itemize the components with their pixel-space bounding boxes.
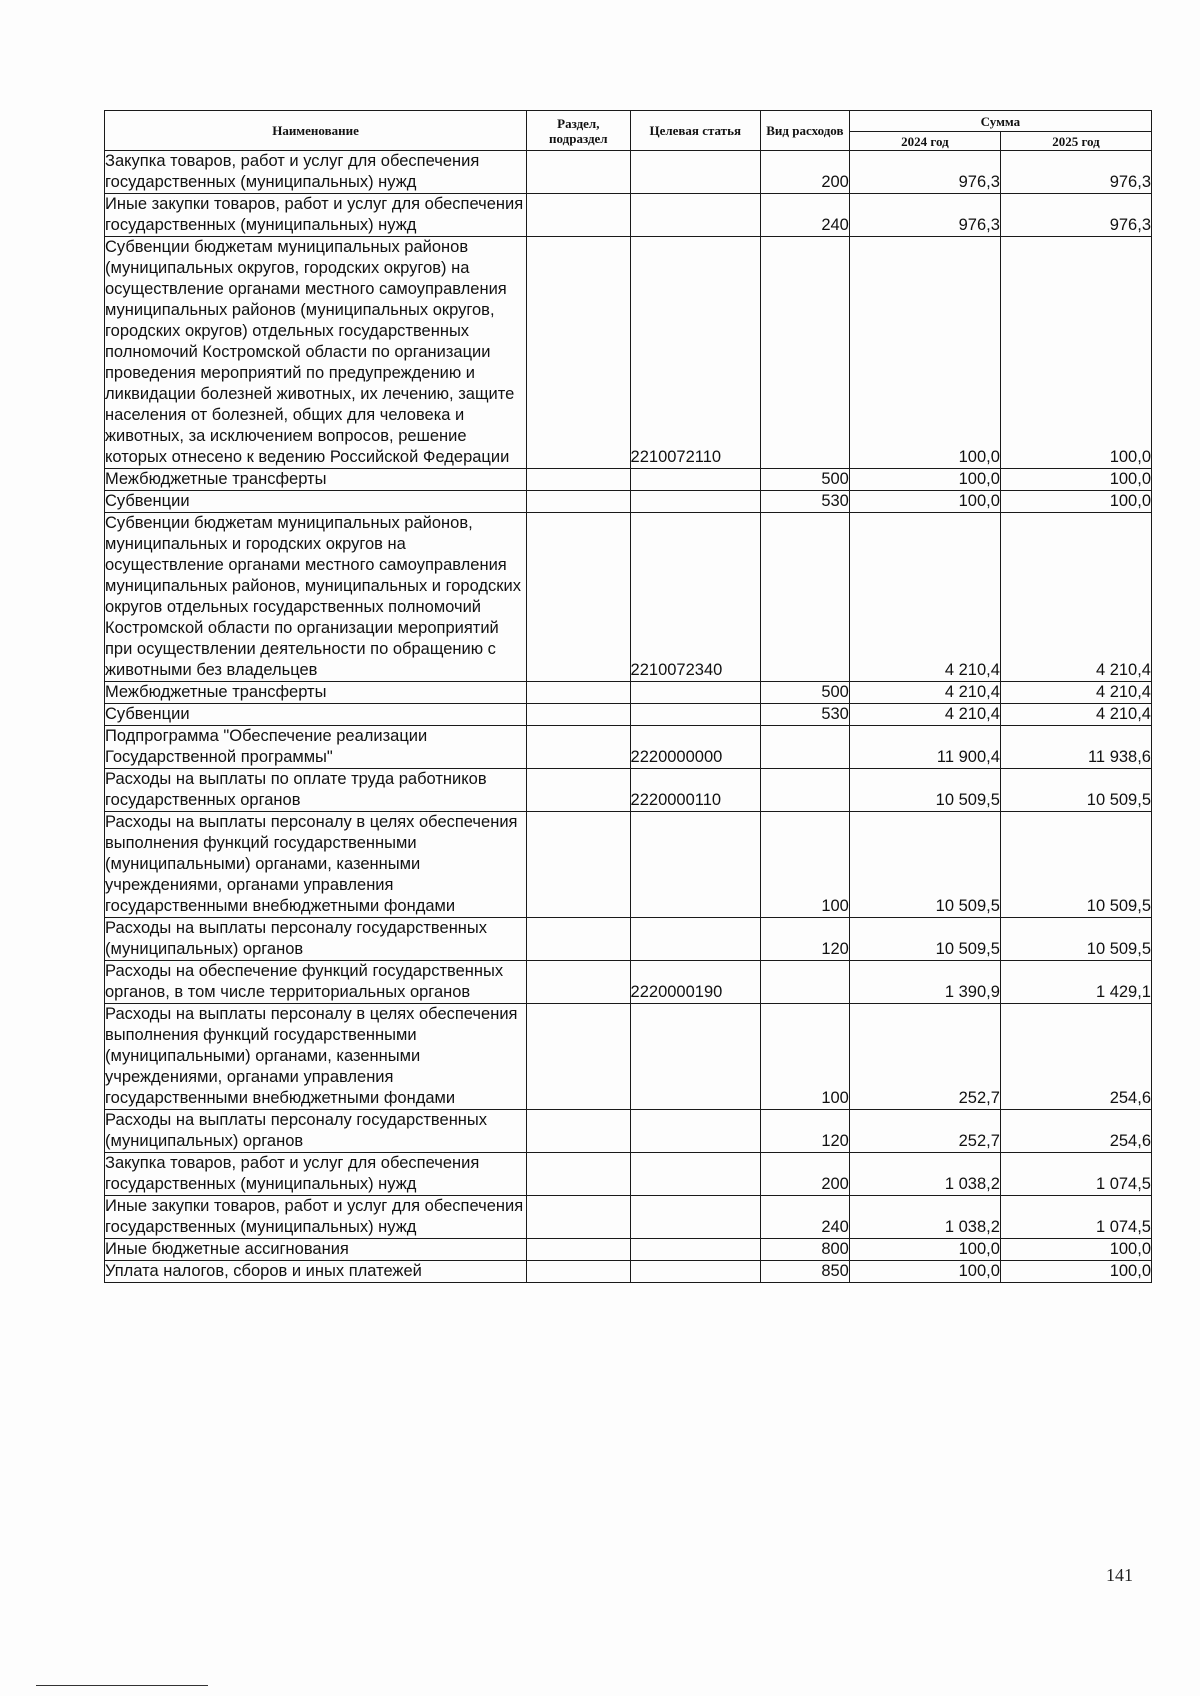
cell-sum-2024: 4 210,4 bbox=[849, 682, 1000, 704]
cell-name: Расходы на выплаты персоналу в целях обеспечения выполнения функций государственными (муниципальными) органами, казенными учреждениями, органами управления государственными внебюджетными фондами bbox=[105, 812, 527, 918]
cell-section bbox=[527, 769, 630, 812]
table-row bbox=[105, 769, 1152, 812]
table-row bbox=[105, 1239, 1152, 1261]
table-row bbox=[105, 513, 1152, 682]
cell-sum-2024: 252,7 bbox=[849, 1004, 1000, 1110]
cell-sum-2024: 100,0 bbox=[849, 469, 1000, 491]
header-year-2024: 2024 год bbox=[849, 132, 1000, 151]
cell-sum-2025: 1 429,1 bbox=[1000, 961, 1151, 1004]
cell-target bbox=[630, 1153, 760, 1196]
cell-sum-2025: 100,0 bbox=[1000, 1239, 1151, 1261]
cell-name: Иные бюджетные ассигнования bbox=[105, 1239, 527, 1261]
cell-target bbox=[630, 194, 760, 237]
cell-sum-2025: 254,6 bbox=[1000, 1004, 1151, 1110]
cell-section bbox=[527, 469, 630, 491]
cell-target bbox=[630, 1004, 760, 1110]
cell-section bbox=[527, 1196, 630, 1239]
cell-name: Расходы на выплаты персоналу в целях обеспечения выполнения функций государственными (муниципальными) органами, казенными учреждениями, органами управления государственными внебюджетными фондами bbox=[105, 1004, 527, 1110]
cell-section bbox=[527, 1261, 630, 1283]
cell-sum-2024: 4 210,4 bbox=[849, 513, 1000, 682]
cell-section bbox=[527, 918, 630, 961]
cell-sum-2024: 100,0 bbox=[849, 491, 1000, 513]
cell-name: Расходы на обеспечение функций государственных органов, в том числе территориальных органов bbox=[105, 961, 527, 1004]
cell-target: 2220000000 bbox=[630, 726, 760, 769]
cell-sum-2024: 976,3 bbox=[849, 194, 1000, 237]
cell-sum-2024: 100,0 bbox=[849, 237, 1000, 469]
cell-target bbox=[630, 1110, 760, 1153]
table-row bbox=[105, 491, 1152, 513]
cell-kind: 530 bbox=[760, 704, 849, 726]
table-row bbox=[105, 704, 1152, 726]
cell-target bbox=[630, 812, 760, 918]
cell-kind bbox=[760, 961, 849, 1004]
cell-sum-2024: 1 038,2 bbox=[849, 1196, 1000, 1239]
cell-target bbox=[630, 704, 760, 726]
table-row bbox=[105, 237, 1152, 469]
cell-sum-2024: 10 509,5 bbox=[849, 918, 1000, 961]
cell-target bbox=[630, 1239, 760, 1261]
header-section: Раздел, подраздел bbox=[527, 111, 630, 151]
cell-name: Расходы на выплаты персоналу государственных (муниципальных) органов bbox=[105, 1110, 527, 1153]
table-row bbox=[105, 151, 1152, 194]
header-year-2025: 2025 год bbox=[1000, 132, 1151, 151]
cell-kind: 120 bbox=[760, 1110, 849, 1153]
cell-section bbox=[527, 151, 630, 194]
cell-name: Межбюджетные трансферты bbox=[105, 469, 527, 491]
table-row bbox=[105, 1004, 1152, 1110]
header-target: Целевая статья bbox=[630, 111, 760, 151]
cell-sum-2024: 1 390,9 bbox=[849, 961, 1000, 1004]
cell-sum-2025: 4 210,4 bbox=[1000, 513, 1151, 682]
cell-section bbox=[527, 1153, 630, 1196]
header-kind: Вид расходов bbox=[760, 111, 849, 151]
cell-kind: 240 bbox=[760, 194, 849, 237]
table-body bbox=[105, 151, 1152, 1283]
cell-section bbox=[527, 812, 630, 918]
cell-sum-2025: 100,0 bbox=[1000, 1261, 1151, 1283]
cell-name: Уплата налогов, сборов и иных платежей bbox=[105, 1261, 527, 1283]
cell-target bbox=[630, 1261, 760, 1283]
cell-target bbox=[630, 1196, 760, 1239]
cell-kind: 530 bbox=[760, 491, 849, 513]
cell-kind bbox=[760, 237, 849, 469]
cell-kind: 200 bbox=[760, 151, 849, 194]
table-row bbox=[105, 1261, 1152, 1283]
cell-section bbox=[527, 682, 630, 704]
table-row bbox=[105, 726, 1152, 769]
table-row bbox=[105, 1110, 1152, 1153]
cell-sum-2025: 10 509,5 bbox=[1000, 769, 1151, 812]
cell-kind bbox=[760, 769, 849, 812]
table-row bbox=[105, 469, 1152, 491]
cell-section bbox=[527, 1004, 630, 1110]
cell-kind: 100 bbox=[760, 1004, 849, 1110]
cell-kind: 500 bbox=[760, 469, 849, 491]
cell-kind: 800 bbox=[760, 1239, 849, 1261]
cell-kind: 120 bbox=[760, 918, 849, 961]
cell-kind: 850 bbox=[760, 1261, 849, 1283]
cell-kind: 200 bbox=[760, 1153, 849, 1196]
cell-section bbox=[527, 961, 630, 1004]
cell-target: 2210072110 bbox=[630, 237, 760, 469]
cell-target: 2220000110 bbox=[630, 769, 760, 812]
cell-name: Закупка товаров, работ и услуг для обеспечения государственных (муниципальных) нужд bbox=[105, 1153, 527, 1196]
cell-section bbox=[527, 726, 630, 769]
cell-sum-2025: 11 938,6 bbox=[1000, 726, 1151, 769]
cell-kind bbox=[760, 513, 849, 682]
cell-sum-2025: 10 509,5 bbox=[1000, 918, 1151, 961]
cell-sum-2024: 1 038,2 bbox=[849, 1153, 1000, 1196]
cell-sum-2025: 100,0 bbox=[1000, 469, 1151, 491]
cell-target bbox=[630, 918, 760, 961]
cell-name: Расходы на выплаты по оплате труда работников государственных органов bbox=[105, 769, 527, 812]
table-row bbox=[105, 682, 1152, 704]
cell-section bbox=[527, 513, 630, 682]
cell-name: Расходы на выплаты персоналу государственных (муниципальных) органов bbox=[105, 918, 527, 961]
cell-name: Подпрограмма "Обеспечение реализации Государственной программы" bbox=[105, 726, 527, 769]
table-row bbox=[105, 1153, 1152, 1196]
cell-sum-2025: 254,6 bbox=[1000, 1110, 1151, 1153]
cell-name: Закупка товаров, работ и услуг для обеспечения государственных (муниципальных) нужд bbox=[105, 151, 527, 194]
cell-kind: 500 bbox=[760, 682, 849, 704]
cell-name: Субвенции бюджетам муниципальных районов (муниципальных округов, городских округов) на осуществление органами местного самоуправления муниципальных районов (муниципальных округов, городских округов) отдельных государственных полномочий Костромской области по организации проведения мероприятий по предупреждению и ликвидации болезней животных, их лечению, защите населения от болезней, общих для человека и животных, за исключением вопросов, решение которых отнесено к ведению Российской Федерации bbox=[105, 237, 527, 469]
cell-sum-2025: 1 074,5 bbox=[1000, 1153, 1151, 1196]
cell-sum-2024: 252,7 bbox=[849, 1110, 1000, 1153]
header-sum: Сумма bbox=[849, 111, 1151, 132]
cell-name: Субвенции bbox=[105, 491, 527, 513]
table-row bbox=[105, 194, 1152, 237]
table-row bbox=[105, 812, 1152, 918]
cell-target: 2220000190 bbox=[630, 961, 760, 1004]
cell-name: Субвенции бюджетам муниципальных районов, муниципальных и городских округов на осуществление органами местного самоуправления муниципальных районов, муниципальных и городских округов отдельных государственных полномочий Костромской области по организации мероприятий при осуществлении деятельности по обращению с животными без владельцев bbox=[105, 513, 527, 682]
footnote-rule bbox=[36, 1685, 208, 1686]
table-row bbox=[105, 961, 1152, 1004]
page-number: 141 bbox=[1106, 1565, 1133, 1585]
cell-sum-2024: 10 509,5 bbox=[849, 769, 1000, 812]
cell-target bbox=[630, 682, 760, 704]
cell-sum-2025: 1 074,5 bbox=[1000, 1196, 1151, 1239]
cell-sum-2024: 4 210,4 bbox=[849, 704, 1000, 726]
cell-sum-2024: 100,0 bbox=[849, 1239, 1000, 1261]
table-row bbox=[105, 918, 1152, 961]
cell-sum-2025: 100,0 bbox=[1000, 491, 1151, 513]
table-row bbox=[105, 1196, 1152, 1239]
cell-target bbox=[630, 491, 760, 513]
cell-target: 2210072340 bbox=[630, 513, 760, 682]
cell-name: Иные закупки товаров, работ и услуг для обеспечения государственных (муниципальных) нужд bbox=[105, 194, 527, 237]
cell-sum-2025: 4 210,4 bbox=[1000, 682, 1151, 704]
cell-sum-2025: 976,3 bbox=[1000, 194, 1151, 237]
cell-name: Межбюджетные трансферты bbox=[105, 682, 527, 704]
cell-section bbox=[527, 1239, 630, 1261]
header-name: Наименование bbox=[105, 111, 527, 151]
cell-sum-2025: 10 509,5 bbox=[1000, 812, 1151, 918]
cell-section bbox=[527, 237, 630, 469]
cell-sum-2025: 100,0 bbox=[1000, 237, 1151, 469]
cell-name: Иные закупки товаров, работ и услуг для обеспечения государственных (муниципальных) нужд bbox=[105, 1196, 527, 1239]
cell-name: Субвенции bbox=[105, 704, 527, 726]
cell-kind: 240 bbox=[760, 1196, 849, 1239]
cell-sum-2024: 10 509,5 bbox=[849, 812, 1000, 918]
cell-sum-2024: 100,0 bbox=[849, 1261, 1000, 1283]
cell-target bbox=[630, 469, 760, 491]
cell-kind: 100 bbox=[760, 812, 849, 918]
cell-section bbox=[527, 194, 630, 237]
cell-target bbox=[630, 151, 760, 194]
budget-table bbox=[104, 110, 1152, 1283]
cell-sum-2024: 11 900,4 bbox=[849, 726, 1000, 769]
cell-section bbox=[527, 491, 630, 513]
cell-section bbox=[527, 1110, 630, 1153]
cell-sum-2025: 4 210,4 bbox=[1000, 704, 1151, 726]
cell-kind bbox=[760, 726, 849, 769]
cell-sum-2024: 976,3 bbox=[849, 151, 1000, 194]
cell-sum-2025: 976,3 bbox=[1000, 151, 1151, 194]
cell-section bbox=[527, 704, 630, 726]
